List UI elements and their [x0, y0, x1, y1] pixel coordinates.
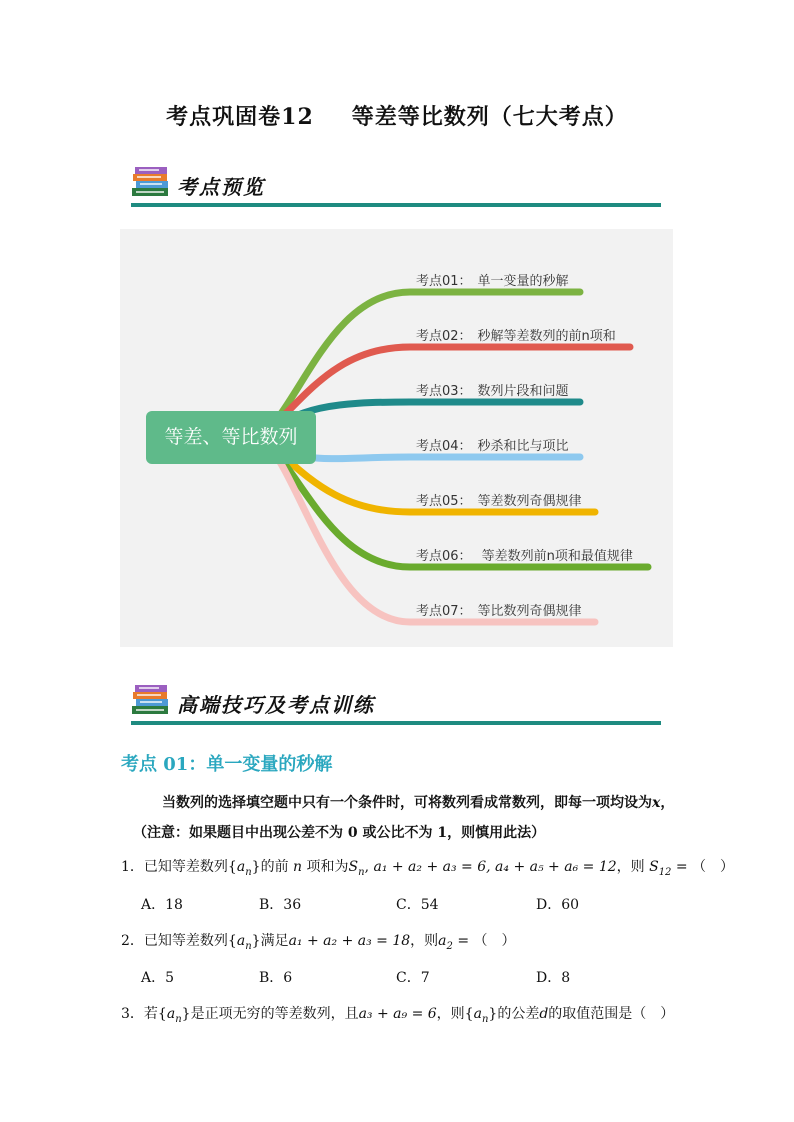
section-divider	[131, 721, 661, 725]
question-text: 的公差	[497, 1006, 540, 1022]
mindmap-branch-label	[416, 380, 569, 399]
question-number: 2．	[121, 933, 144, 949]
question-condition: a₃ + a₉ = 6	[358, 1006, 437, 1022]
method-note: （注意：如果题目中出现公差不为 0 或公比不为 1，则慎用此法）	[133, 825, 546, 841]
option-d[interactable]: D．60	[536, 897, 580, 913]
mindmap	[120, 229, 673, 647]
question-text: 若	[143, 1006, 158, 1022]
question-text: ，则	[616, 859, 645, 875]
option-a[interactable]: A．18	[141, 897, 183, 913]
section-heading-text: 高端技巧及考点训练	[177, 693, 375, 717]
question-2: 2．已知等差数列$\{a_n\}$满足a₁ + a₂ + a₃ = 18，则$a_2$ = （ ）	[121, 933, 516, 952]
question-text: 的前	[260, 859, 289, 875]
section-heading-training	[131, 679, 661, 725]
branch-key: 考点07：	[416, 604, 472, 619]
option-a[interactable]: A．5	[141, 970, 175, 986]
option-b[interactable]: B．36	[259, 897, 302, 913]
branch-text: 秒杀和比与项比	[477, 439, 569, 454]
branch-key: 考点05：	[416, 494, 472, 509]
question-text: 已知等差数列	[143, 859, 228, 875]
section-divider	[131, 203, 661, 207]
question-3: 3．若$\{a_n\}$是正项无穷的等差数列，且a₃ + a₉ = 6，则$\{a_n\}$的公差d的取值范围是（ ）	[121, 1006, 675, 1025]
mindmap-branch-label	[416, 435, 569, 454]
title-part2: 等差等比数列（七大考点）	[351, 104, 628, 130]
title-part1: 考点巩固卷12	[166, 104, 314, 130]
option-d[interactable]: D．8	[536, 970, 571, 986]
mindmap-branch-label	[416, 600, 582, 619]
document-title	[0, 100, 794, 131]
branch-text: 等比数列奇偶规律	[477, 604, 582, 619]
question-text: 是正项无穷的等差数列，且	[190, 1006, 359, 1022]
branch-key: 考点01：	[416, 274, 472, 289]
branch-key: 考点04：	[416, 439, 472, 454]
question-text: 已知等差数列	[143, 933, 228, 949]
question-text: = （ ）	[671, 859, 735, 875]
option-c[interactable]: C．7	[396, 970, 430, 986]
method-text: 当数列的选择填空题中只有一个条件时，可将数列看成常数列，即每一项均设为	[162, 795, 652, 811]
question-number: 1．	[121, 859, 144, 875]
option-b[interactable]: B．6	[259, 970, 293, 986]
mindmap-center-node: 等差、等比数列	[146, 411, 316, 464]
question-text: 的取值范围是（ ）	[548, 1006, 675, 1022]
branch-key: 考点03：	[416, 384, 472, 399]
section-heading-text: 考点预览	[177, 175, 265, 199]
mindmap-branch-label	[416, 545, 633, 564]
method-paragraph	[162, 792, 674, 812]
books-icon	[131, 163, 173, 199]
question-1: 1．已知等差数列$\{a_n\}$的前 n 项和为$S_n$, a₁ + a₂ + a₃ = 6, a₄ + a₅ + a₆ = 12，则 $S_{12}$ = （ ）	[121, 859, 735, 878]
method-text-end: ，	[660, 795, 675, 811]
question-text: = （ ）	[452, 933, 516, 949]
branch-text: 等差数列奇偶规律	[477, 494, 582, 509]
branch-text: 秒解等差数列的前n项和	[477, 329, 616, 344]
option-c[interactable]: C．54	[396, 897, 439, 913]
mindmap-branch-label	[416, 325, 616, 344]
mindmap-branch-label	[416, 270, 569, 289]
branch-text: 单一变量的秒解	[477, 274, 569, 289]
question-text: ，则	[410, 933, 439, 949]
question-text: ，则	[436, 1006, 465, 1022]
question-text: 满足	[260, 933, 289, 949]
branch-text: 数列片段和问题	[477, 384, 569, 399]
mindmap-branch-label	[416, 490, 582, 509]
mindmap-branch-line	[260, 437, 595, 622]
variable-x: x	[652, 795, 661, 811]
question-condition: a₁ + a₂ + a₃ = 6, a₄ + a₅ + a₆ = 12	[373, 859, 617, 875]
question-text: 项和为	[306, 859, 349, 875]
branch-text: 等差数列前n项和最值规律	[477, 549, 633, 564]
branch-key: 考点02：	[416, 329, 472, 344]
kaodian-01-title: 考点 01：单一变量的秒解	[121, 754, 333, 775]
section-heading-preview	[131, 161, 661, 207]
question-condition: a₁ + a₂ + a₃ = 18	[288, 933, 411, 949]
question-number: 3．	[121, 1006, 144, 1022]
books-icon	[131, 681, 173, 717]
branch-key: 考点06：	[416, 549, 472, 564]
